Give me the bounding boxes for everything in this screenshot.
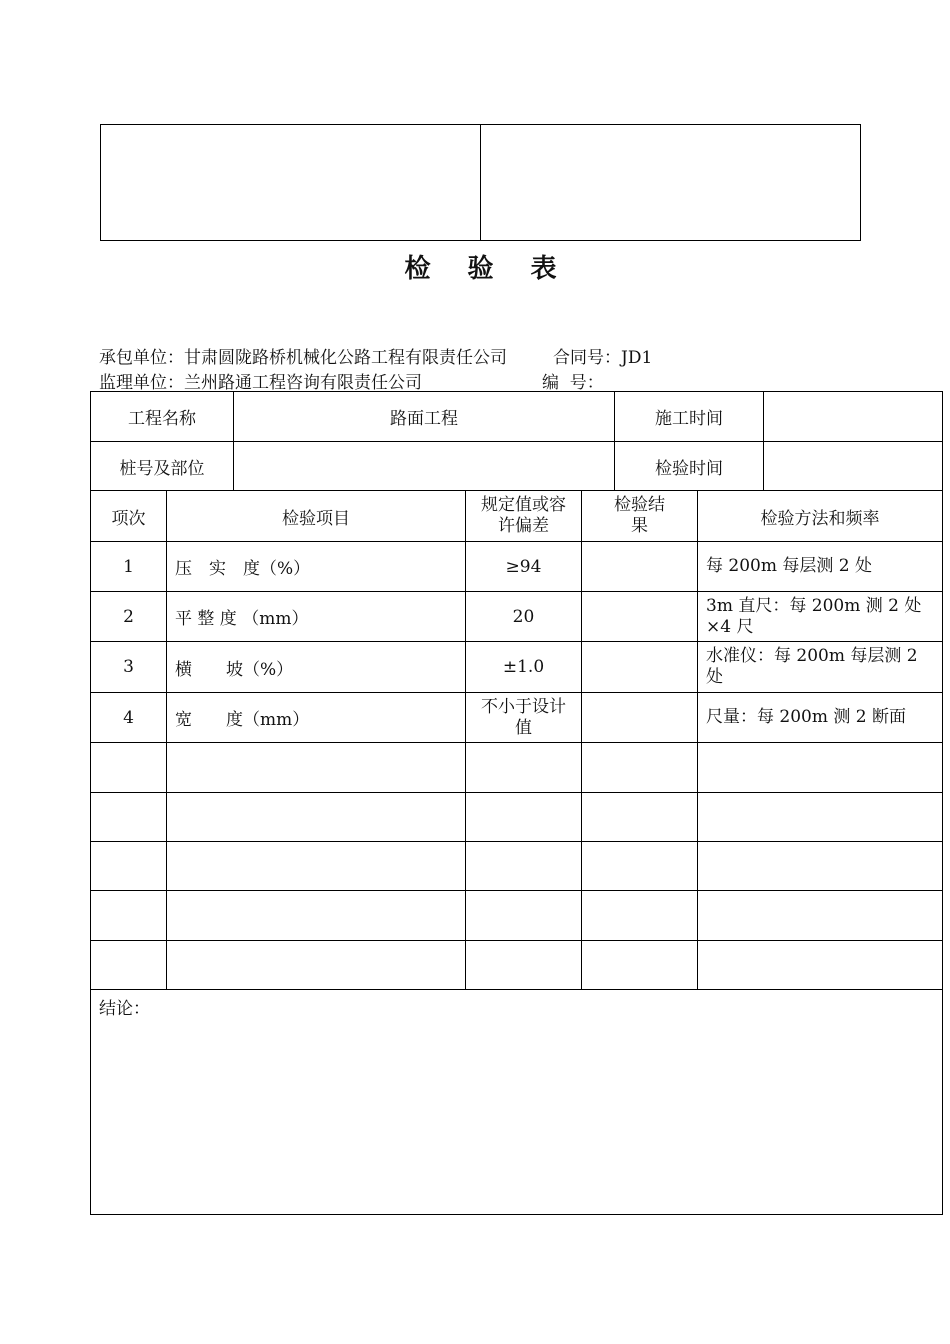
supervisor-line [99, 368, 604, 393]
row-result [582, 542, 698, 592]
empty-cell [582, 842, 698, 891]
station-value [234, 442, 615, 491]
project-row [91, 392, 943, 442]
col-header-item: 检验项目 [167, 491, 466, 542]
table-row [91, 642, 943, 693]
station-row [91, 442, 943, 491]
empty-cell [91, 842, 167, 891]
row-item: 平 整 度 （mm） [167, 592, 466, 642]
inspection-table [90, 391, 943, 1215]
empty-cell [582, 793, 698, 842]
row-method: 水准仪：每 200m 每层测 2 处 [698, 642, 943, 693]
empty-cell [698, 941, 943, 990]
row-no: 4 [91, 693, 167, 743]
empty-cell [466, 793, 582, 842]
empty-cell [582, 891, 698, 941]
page-title: 检 验 表 [404, 254, 571, 284]
contract-label: 合同号： [553, 348, 621, 368]
empty-cell [167, 891, 466, 941]
empty-cell [582, 743, 698, 793]
row-no: 1 [91, 542, 167, 592]
inspection-time-label: 检验时间 [615, 442, 764, 491]
empty-row [91, 941, 943, 990]
empty-cell [91, 891, 167, 941]
row-spec: 20 [466, 592, 582, 642]
empty-row [91, 842, 943, 891]
construction-time-label: 施工时间 [615, 392, 764, 442]
conclusion-label: 结论： [91, 990, 943, 1215]
table-row [91, 542, 943, 592]
row-result [582, 642, 698, 693]
empty-cell [91, 743, 167, 793]
table-row [91, 592, 943, 642]
table-row [91, 693, 943, 743]
empty-cell [698, 793, 943, 842]
empty-cell [167, 793, 466, 842]
number-label: 编 号： [542, 373, 604, 393]
row-method: 尺量：每 200m 测 2 断面 [698, 693, 943, 743]
empty-cell [91, 941, 167, 990]
row-spec: 不小于设计值 [466, 693, 582, 743]
project-name-value: 路面工程 [234, 392, 615, 442]
station-label: 桩号及部位 [91, 442, 234, 491]
row-item: 宽 度（mm） [167, 693, 466, 743]
row-item: 横 坡（%） [167, 642, 466, 693]
column-header-row [91, 491, 943, 542]
row-method: 每 200m 每层测 2 处 [698, 542, 943, 592]
contractor-line [99, 343, 652, 368]
contractor-label: 承包单位： [99, 348, 184, 368]
row-item: 压 实 度（%） [167, 542, 466, 592]
empty-row [91, 793, 943, 842]
inspection-time-value [764, 442, 943, 491]
empty-cell [91, 793, 167, 842]
empty-cell [167, 941, 466, 990]
empty-cell [698, 842, 943, 891]
row-no: 3 [91, 642, 167, 693]
construction-time-value [764, 392, 943, 442]
col-header-spec: 规定值或容许偏差 [466, 491, 582, 542]
project-name-label: 工程名称 [91, 392, 234, 442]
col-header-no: 项次 [91, 491, 167, 542]
supervisor-name: 兰州路通工程咨询有限责任公司 [184, 373, 422, 393]
empty-cell [466, 891, 582, 941]
row-spec: ≥94 [466, 542, 582, 592]
row-no: 2 [91, 592, 167, 642]
row-method: 3m 直尺：每 200m 测 2 处×4 尺 [698, 592, 943, 642]
supervisor-label: 监理单位： [99, 373, 184, 393]
empty-cell [698, 891, 943, 941]
header-box-right-cell [480, 125, 860, 240]
col-header-result: 检验结果 [582, 491, 698, 542]
empty-cell [466, 941, 582, 990]
row-result [582, 592, 698, 642]
contract-number: JD1 [621, 348, 653, 368]
contractor-name: 甘肃圆陇路桥机械化公路工程有限责任公司 [184, 348, 507, 368]
empty-cell [582, 941, 698, 990]
row-spec: ±1.0 [466, 642, 582, 693]
conclusion-row [91, 990, 943, 1215]
empty-cell [698, 743, 943, 793]
empty-cell [167, 842, 466, 891]
row-result [582, 693, 698, 743]
empty-row [91, 891, 943, 941]
header-box [100, 124, 861, 241]
empty-cell [167, 743, 466, 793]
col-header-method: 检验方法和频率 [698, 491, 943, 542]
empty-row [91, 743, 943, 793]
empty-cell [466, 743, 582, 793]
empty-cell [466, 842, 582, 891]
header-box-left-cell [101, 125, 480, 240]
